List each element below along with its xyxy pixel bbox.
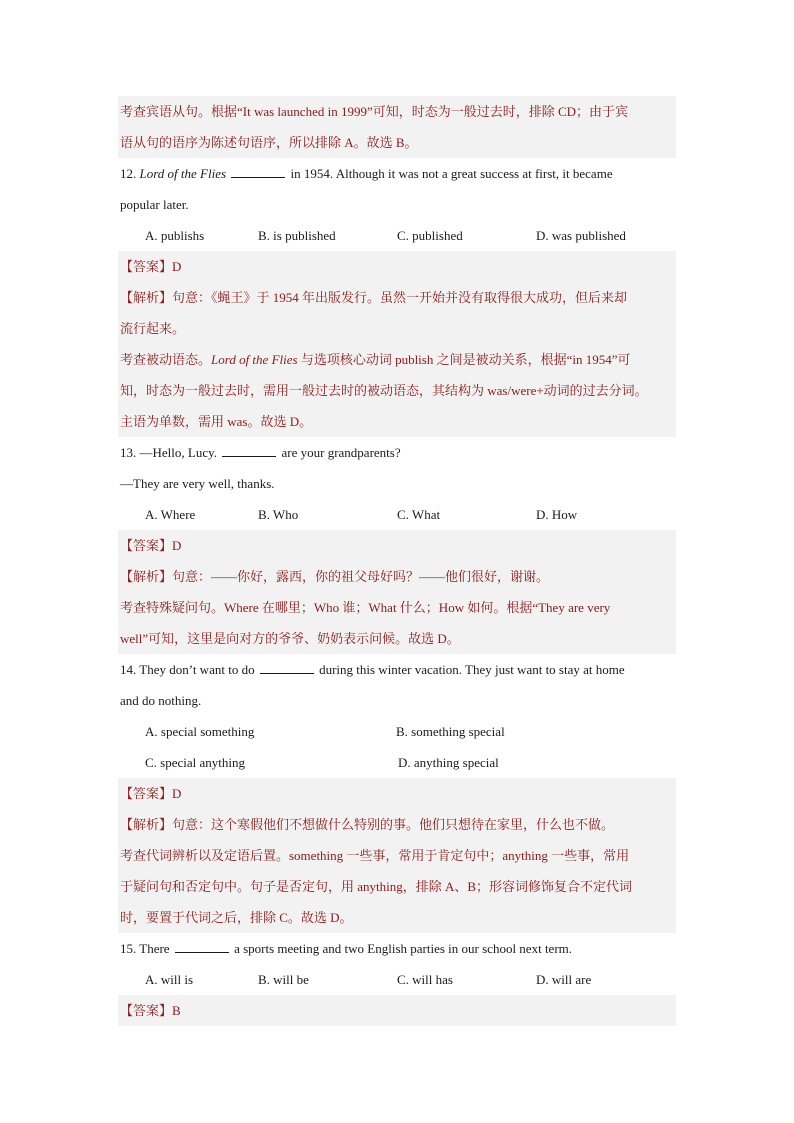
q15-options xyxy=(120,964,676,995)
q14-explanation-line: 考查代词辨析以及定语后置。something 一些事，常用于肯定句中；anything 一些事，常用 xyxy=(118,840,676,871)
q12-book-title: Lord of the Flies xyxy=(139,166,227,181)
q13-stem xyxy=(120,437,676,468)
q12-stem xyxy=(120,158,676,189)
q14-explanation-line: 于疑问句和否定句中。句子是否定句，用 anything，排除 A、B；形容词修饰复合不定代词 xyxy=(118,871,676,902)
q12-option-d: D. was published xyxy=(536,228,626,243)
explanation-text: 考查被动语态。 xyxy=(120,352,212,367)
q14-stem xyxy=(120,654,676,685)
answer-label: 【答案】 xyxy=(120,787,173,802)
q12-option-a: A. publishs xyxy=(145,228,205,243)
q14-options-row1 xyxy=(120,716,676,747)
q13-explanation-line: well”可知，这里是向对方的爷爷、奶奶表示问候。故选 D。 xyxy=(118,623,676,654)
q12-options xyxy=(120,220,676,251)
q13-number: 13. xyxy=(120,445,137,460)
q15-option-c: C. will has xyxy=(397,972,453,987)
q12-blank xyxy=(231,165,285,178)
q13-answer xyxy=(118,530,676,561)
q14-stem-text: They don’t want to do xyxy=(139,662,255,677)
q15-stem-text: There xyxy=(139,941,170,956)
q14-answer xyxy=(118,778,676,809)
q13-stem-text: —Hello, Lucy. xyxy=(139,445,217,460)
q14-stem-text: during this winter vacation. They just want to stay at home xyxy=(319,662,625,677)
q12-stem-text: in 1954. Although it was not a great success at first, it became xyxy=(290,166,613,181)
q13-option-c: C. What xyxy=(397,507,441,522)
analysis-label: 【解析】 xyxy=(120,570,173,585)
q14-explanation-line: 时，要置于代词之后，排除 C。故选 D。 xyxy=(118,902,676,933)
answer-value: D xyxy=(172,538,182,553)
q12-option-b: B. is published xyxy=(258,228,336,243)
analysis-label: 【解析】 xyxy=(120,291,173,306)
q13-blank xyxy=(222,444,276,457)
answer-label: 【答案】 xyxy=(120,260,173,275)
q12-explanation-line: 知，时态为一般过去时，需用一般过去时的被动语态，其结构为 was/were+动词的过去分词。 xyxy=(118,375,676,406)
q12-explanation-line xyxy=(118,344,676,375)
answer-label: 【答案】 xyxy=(120,539,173,554)
q13-option-d: D. How xyxy=(536,507,578,522)
q13-stem-line2: —They are very well, thanks. xyxy=(120,476,275,491)
q15-blank xyxy=(175,940,229,953)
q14-options-row2 xyxy=(120,747,676,778)
q15-option-a: A. will is xyxy=(145,972,194,987)
q13-option-a: A. Where xyxy=(145,507,196,522)
q15-answer xyxy=(118,995,676,1026)
q14-stem-line2: and do nothing. xyxy=(120,693,202,708)
answer-value: D xyxy=(172,259,182,274)
q14-option-c: C. special anything xyxy=(145,755,246,770)
q15-option-d: D. will are xyxy=(536,972,592,987)
q12-analysis-line: 流行起来。 xyxy=(118,313,676,344)
q13-analysis xyxy=(118,561,676,592)
q14-option-b: B. something special xyxy=(396,724,505,739)
q13-stem-text: are your grandparents? xyxy=(281,445,401,460)
analysis-text: 句意：——你好，露西，你的祖父母好吗？——他们很好，谢谢。 xyxy=(172,569,550,584)
q14-option-a: A. special something xyxy=(145,724,255,739)
q12-analysis xyxy=(118,282,676,313)
analysis-text: 句意：这个寒假他们不想做什么特别的事。他们只想待在家里，什么也不做。 xyxy=(172,817,615,832)
q11-explanation-line: 语从句的语序为陈述句语序，所以排除 A。故选 B。 xyxy=(118,127,676,158)
analysis-label: 【解析】 xyxy=(120,818,173,833)
q13-options xyxy=(120,499,676,530)
q15-stem xyxy=(120,933,676,964)
q12-explanation-line: 主语为单数，需用 was。故选 D。 xyxy=(118,406,676,437)
answer-label: 【答案】 xyxy=(120,1004,173,1019)
q13-explanation-line: 考查特殊疑问句。Where 在哪里；Who 谁；What 什么；How 如何。根据“They are very xyxy=(118,592,676,623)
q14-analysis xyxy=(118,809,676,840)
q13-option-b: B. Who xyxy=(258,507,299,522)
explanation-text: 与选项核心动词 publish 之间是被动关系，根据“in 1954”可 xyxy=(297,352,631,367)
q14-option-d: D. anything special xyxy=(398,755,499,770)
q15-stem-text: a sports meeting and two English parties in our school next term. xyxy=(234,941,573,956)
answer-value: B xyxy=(172,1003,181,1018)
q14-number: 14. xyxy=(120,662,137,677)
q12-answer xyxy=(118,251,676,282)
q12-option-c: C. published xyxy=(397,228,463,243)
q14-blank xyxy=(260,661,314,674)
q11-explanation-line: 考查宾语从句。根据“It was launched in 1999”可知，时态为一般过去时，排除 CD；由于宾 xyxy=(118,96,676,127)
analysis-text: 句意：《蝇王》于 1954 年出版发行。虽然一开始并没有取得很大成功，但后来却 xyxy=(172,290,628,305)
document-page xyxy=(120,96,676,1026)
q12-number: 12. xyxy=(120,166,137,181)
q15-option-b: B. will be xyxy=(258,972,309,987)
book-title: Lord of the Flies xyxy=(211,352,298,367)
answer-value: D xyxy=(172,786,182,801)
q15-number: 15. xyxy=(120,941,137,956)
q12-stem-line2: popular later. xyxy=(120,197,189,212)
